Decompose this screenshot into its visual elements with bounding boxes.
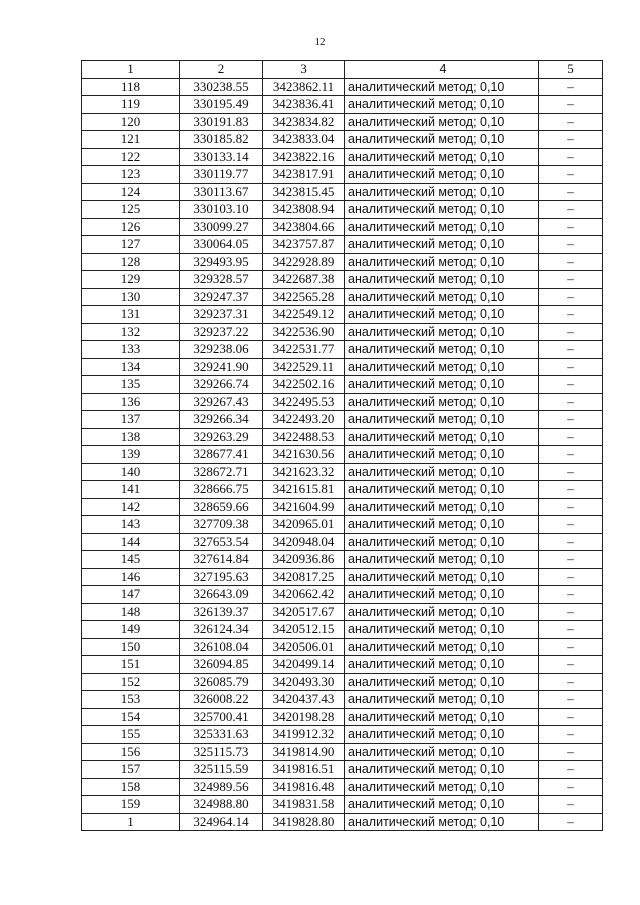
- point-number-cell: 130: [82, 288, 180, 306]
- point-number-cell: 144: [82, 533, 180, 551]
- point-number-cell: 155: [82, 726, 180, 744]
- note-cell: –: [539, 603, 603, 621]
- point-number-cell: 141: [82, 481, 180, 499]
- method-accuracy-cell: аналитический метод; 0,10: [345, 673, 539, 691]
- x-coordinate-cell: 326643.09: [180, 586, 263, 604]
- table-row: [82, 78, 603, 96]
- point-number-cell: 159: [82, 796, 180, 814]
- note-cell: –: [539, 358, 603, 376]
- point-number-cell: 136: [82, 393, 180, 411]
- point-number-cell: 118: [82, 78, 180, 96]
- x-coordinate-cell: 327195.63: [180, 568, 263, 586]
- note-cell: –: [539, 481, 603, 499]
- table-row: [82, 428, 603, 446]
- x-coordinate-cell: 330113.67: [180, 183, 263, 201]
- x-coordinate-cell: 330133.14: [180, 148, 263, 166]
- method-accuracy-cell: аналитический метод; 0,10: [345, 691, 539, 709]
- table-row: [82, 796, 603, 814]
- x-coordinate-cell: 326085.79: [180, 673, 263, 691]
- method-accuracy-cell: аналитический метод; 0,10: [345, 778, 539, 796]
- x-coordinate-cell: 329237.31: [180, 306, 263, 324]
- table-row: [82, 743, 603, 761]
- point-number-cell: 124: [82, 183, 180, 201]
- method-accuracy-cell: аналитический метод; 0,10: [345, 131, 539, 149]
- table-row: [82, 813, 603, 831]
- x-coordinate-cell: 324989.56: [180, 778, 263, 796]
- x-coordinate-cell: 327614.84: [180, 551, 263, 569]
- note-cell: –: [539, 288, 603, 306]
- y-coordinate-cell: 3422495.53: [263, 393, 345, 411]
- point-number-cell: 133: [82, 341, 180, 359]
- column-header-2: 2: [180, 61, 263, 79]
- y-coordinate-cell: 3423862.11: [263, 78, 345, 96]
- method-accuracy-cell: аналитический метод; 0,10: [345, 148, 539, 166]
- method-accuracy-cell: аналитический метод; 0,10: [345, 271, 539, 289]
- note-cell: –: [539, 691, 603, 709]
- table-row: [82, 288, 603, 306]
- table-row: [82, 341, 603, 359]
- note-cell: –: [539, 96, 603, 114]
- table-row: [82, 218, 603, 236]
- y-coordinate-cell: 3421630.56: [263, 446, 345, 464]
- x-coordinate-cell: 329263.29: [180, 428, 263, 446]
- page-number: 12: [314, 36, 326, 48]
- y-coordinate-cell: 3422536.90: [263, 323, 345, 341]
- x-coordinate-cell: 329241.90: [180, 358, 263, 376]
- method-accuracy-cell: аналитический метод; 0,10: [345, 463, 539, 481]
- y-coordinate-cell: 3420506.01: [263, 638, 345, 656]
- point-number-cell: 147: [82, 586, 180, 604]
- point-number-cell: 119: [82, 96, 180, 114]
- table-row: [82, 306, 603, 324]
- method-accuracy-cell: аналитический метод; 0,10: [345, 813, 539, 831]
- x-coordinate-cell: 330185.82: [180, 131, 263, 149]
- note-cell: –: [539, 148, 603, 166]
- x-coordinate-cell: 328666.75: [180, 481, 263, 499]
- point-number-cell: 131: [82, 306, 180, 324]
- table-row: [82, 236, 603, 254]
- y-coordinate-cell: 3420499.14: [263, 656, 345, 674]
- table-row: [82, 586, 603, 604]
- method-accuracy-cell: аналитический метод; 0,10: [345, 393, 539, 411]
- x-coordinate-cell: 329267.43: [180, 393, 263, 411]
- note-cell: –: [539, 428, 603, 446]
- column-header-1: 1: [82, 61, 180, 79]
- x-coordinate-cell: 326094.85: [180, 656, 263, 674]
- x-coordinate-cell: 328659.66: [180, 498, 263, 516]
- note-cell: –: [539, 446, 603, 464]
- table-row: [82, 411, 603, 429]
- x-coordinate-cell: 330064.05: [180, 236, 263, 254]
- note-cell: –: [539, 183, 603, 201]
- x-coordinate-cell: 330191.83: [180, 113, 263, 131]
- y-coordinate-cell: 3419816.48: [263, 778, 345, 796]
- point-number-cell: 126: [82, 218, 180, 236]
- table-row: [82, 516, 603, 534]
- y-coordinate-cell: 3423836.41: [263, 96, 345, 114]
- note-cell: –: [539, 253, 603, 271]
- table-body: [82, 78, 603, 831]
- note-cell: –: [539, 813, 603, 831]
- table-row: [82, 691, 603, 709]
- x-coordinate-cell: 329266.74: [180, 376, 263, 394]
- table-row: [82, 621, 603, 639]
- point-number-cell: 143: [82, 516, 180, 534]
- x-coordinate-cell: 326008.22: [180, 691, 263, 709]
- method-accuracy-cell: аналитический метод; 0,10: [345, 358, 539, 376]
- y-coordinate-cell: 3419912.32: [263, 726, 345, 744]
- point-number-cell: 123: [82, 166, 180, 184]
- x-coordinate-cell: 328677.41: [180, 446, 263, 464]
- x-coordinate-cell: 324964.14: [180, 813, 263, 831]
- table-row: [82, 358, 603, 376]
- y-coordinate-cell: 3423804.66: [263, 218, 345, 236]
- point-number-cell: 152: [82, 673, 180, 691]
- x-coordinate-cell: 330195.49: [180, 96, 263, 114]
- table-row: [82, 533, 603, 551]
- point-number-cell: 139: [82, 446, 180, 464]
- x-coordinate-cell: 327709.38: [180, 516, 263, 534]
- x-coordinate-cell: 330099.27: [180, 218, 263, 236]
- y-coordinate-cell: 3422502.16: [263, 376, 345, 394]
- x-coordinate-cell: 329266.34: [180, 411, 263, 429]
- method-accuracy-cell: аналитический метод; 0,10: [345, 603, 539, 621]
- note-cell: –: [539, 516, 603, 534]
- y-coordinate-cell: 3420948.04: [263, 533, 345, 551]
- y-coordinate-cell: 3423757.87: [263, 236, 345, 254]
- table-row: [82, 551, 603, 569]
- y-coordinate-cell: 3422529.11: [263, 358, 345, 376]
- table-row: [82, 183, 603, 201]
- table-row: [82, 656, 603, 674]
- column-header-5: 5: [539, 61, 603, 79]
- y-coordinate-cell: 3421604.99: [263, 498, 345, 516]
- table-row: [82, 446, 603, 464]
- method-accuracy-cell: аналитический метод; 0,10: [345, 586, 539, 604]
- point-number-cell: 122: [82, 148, 180, 166]
- point-number-cell: 128: [82, 253, 180, 271]
- point-number-cell: 157: [82, 761, 180, 779]
- note-cell: –: [539, 376, 603, 394]
- y-coordinate-cell: 3420517.67: [263, 603, 345, 621]
- x-coordinate-cell: 325115.73: [180, 743, 263, 761]
- y-coordinate-cell: 3420936.86: [263, 551, 345, 569]
- y-coordinate-cell: 3421623.32: [263, 463, 345, 481]
- x-coordinate-cell: 330103.10: [180, 201, 263, 219]
- note-cell: –: [539, 131, 603, 149]
- x-coordinate-cell: 326108.04: [180, 638, 263, 656]
- point-number-cell: 158: [82, 778, 180, 796]
- method-accuracy-cell: аналитический метод; 0,10: [345, 113, 539, 131]
- column-header-3: 3: [263, 61, 345, 79]
- x-coordinate-cell: 326139.37: [180, 603, 263, 621]
- y-coordinate-cell: 3422687.38: [263, 271, 345, 289]
- note-cell: –: [539, 708, 603, 726]
- point-number-cell: 134: [82, 358, 180, 376]
- y-coordinate-cell: 3422531.77: [263, 341, 345, 359]
- method-accuracy-cell: аналитический метод; 0,10: [345, 568, 539, 586]
- y-coordinate-cell: 3419814.90: [263, 743, 345, 761]
- y-coordinate-cell: 3420437.43: [263, 691, 345, 709]
- method-accuracy-cell: аналитический метод; 0,10: [345, 656, 539, 674]
- method-accuracy-cell: аналитический метод; 0,10: [345, 253, 539, 271]
- table-row: [82, 726, 603, 744]
- note-cell: –: [539, 778, 603, 796]
- note-cell: –: [539, 586, 603, 604]
- method-accuracy-cell: аналитический метод; 0,10: [345, 306, 539, 324]
- method-accuracy-cell: аналитический метод; 0,10: [345, 411, 539, 429]
- table-row: [82, 498, 603, 516]
- table-row: [82, 323, 603, 341]
- method-accuracy-cell: аналитический метод; 0,10: [345, 96, 539, 114]
- y-coordinate-cell: 3421615.81: [263, 481, 345, 499]
- x-coordinate-cell: 325331.63: [180, 726, 263, 744]
- y-coordinate-cell: 3420512.15: [263, 621, 345, 639]
- method-accuracy-cell: аналитический метод; 0,10: [345, 446, 539, 464]
- method-accuracy-cell: аналитический метод; 0,10: [345, 726, 539, 744]
- x-coordinate-cell: 329493.95: [180, 253, 263, 271]
- table-row: [82, 148, 603, 166]
- method-accuracy-cell: аналитический метод; 0,10: [345, 516, 539, 534]
- y-coordinate-cell: 3423817.91: [263, 166, 345, 184]
- point-number-cell: 140: [82, 463, 180, 481]
- note-cell: –: [539, 621, 603, 639]
- note-cell: –: [539, 411, 603, 429]
- y-coordinate-cell: 3422928.89: [263, 253, 345, 271]
- point-number-cell: 132: [82, 323, 180, 341]
- method-accuracy-cell: аналитический метод; 0,10: [345, 288, 539, 306]
- y-coordinate-cell: 3423815.45: [263, 183, 345, 201]
- note-cell: –: [539, 551, 603, 569]
- y-coordinate-cell: 3422493.20: [263, 411, 345, 429]
- table-row: [82, 481, 603, 499]
- y-coordinate-cell: 3419828.80: [263, 813, 345, 831]
- table-row: [82, 166, 603, 184]
- table-row: [82, 673, 603, 691]
- point-number-cell: 137: [82, 411, 180, 429]
- coordinates-table: [81, 60, 603, 831]
- method-accuracy-cell: аналитический метод; 0,10: [345, 218, 539, 236]
- method-accuracy-cell: аналитический метод; 0,10: [345, 621, 539, 639]
- note-cell: –: [539, 113, 603, 131]
- method-accuracy-cell: аналитический метод; 0,10: [345, 761, 539, 779]
- y-coordinate-cell: 3422549.12: [263, 306, 345, 324]
- point-number-cell: 150: [82, 638, 180, 656]
- note-cell: –: [539, 761, 603, 779]
- point-number-cell: 121: [82, 131, 180, 149]
- table-row: [82, 393, 603, 411]
- x-coordinate-cell: 324988.80: [180, 796, 263, 814]
- point-number-cell: 156: [82, 743, 180, 761]
- method-accuracy-cell: аналитический метод; 0,10: [345, 638, 539, 656]
- y-coordinate-cell: 3420198.28: [263, 708, 345, 726]
- point-number-cell: 154: [82, 708, 180, 726]
- method-accuracy-cell: аналитический метод; 0,10: [345, 183, 539, 201]
- y-coordinate-cell: 3423822.16: [263, 148, 345, 166]
- table-row: [82, 253, 603, 271]
- point-number-cell: 138: [82, 428, 180, 446]
- table-row: [82, 638, 603, 656]
- note-cell: –: [539, 218, 603, 236]
- x-coordinate-cell: 328672.71: [180, 463, 263, 481]
- y-coordinate-cell: 3423808.94: [263, 201, 345, 219]
- note-cell: –: [539, 341, 603, 359]
- table-row: [82, 271, 603, 289]
- y-coordinate-cell: 3423833.04: [263, 131, 345, 149]
- method-accuracy-cell: аналитический метод; 0,10: [345, 708, 539, 726]
- x-coordinate-cell: 327653.54: [180, 533, 263, 551]
- point-number-cell: 146: [82, 568, 180, 586]
- table-row: [82, 761, 603, 779]
- point-number-cell: 125: [82, 201, 180, 219]
- method-accuracy-cell: аналитический метод; 0,10: [345, 551, 539, 569]
- point-number-cell: 149: [82, 621, 180, 639]
- method-accuracy-cell: аналитический метод; 0,10: [345, 481, 539, 499]
- table-row: [82, 113, 603, 131]
- point-number-cell: 129: [82, 271, 180, 289]
- x-coordinate-cell: 330238.55: [180, 78, 263, 96]
- point-number-cell: 145: [82, 551, 180, 569]
- note-cell: –: [539, 323, 603, 341]
- note-cell: –: [539, 673, 603, 691]
- y-coordinate-cell: 3422565.28: [263, 288, 345, 306]
- note-cell: –: [539, 796, 603, 814]
- y-coordinate-cell: 3419831.58: [263, 796, 345, 814]
- note-cell: –: [539, 306, 603, 324]
- method-accuracy-cell: аналитический метод; 0,10: [345, 236, 539, 254]
- note-cell: –: [539, 498, 603, 516]
- x-coordinate-cell: 326124.34: [180, 621, 263, 639]
- x-coordinate-cell: 329328.57: [180, 271, 263, 289]
- table-row: [82, 96, 603, 114]
- method-accuracy-cell: аналитический метод; 0,10: [345, 533, 539, 551]
- note-cell: –: [539, 656, 603, 674]
- table-row: [82, 708, 603, 726]
- x-coordinate-cell: 330119.77: [180, 166, 263, 184]
- table-row: [82, 568, 603, 586]
- method-accuracy-cell: аналитический метод; 0,10: [345, 78, 539, 96]
- note-cell: –: [539, 743, 603, 761]
- y-coordinate-cell: 3420493.30: [263, 673, 345, 691]
- note-cell: –: [539, 271, 603, 289]
- column-header-4: 4: [345, 61, 539, 79]
- method-accuracy-cell: аналитический метод; 0,10: [345, 323, 539, 341]
- note-cell: –: [539, 78, 603, 96]
- point-number-cell: 151: [82, 656, 180, 674]
- table-row: [82, 131, 603, 149]
- table-row: [82, 201, 603, 219]
- point-number-cell: 142: [82, 498, 180, 516]
- point-number-cell: 148: [82, 603, 180, 621]
- y-coordinate-cell: 3419816.51: [263, 761, 345, 779]
- table-header-row: [82, 61, 603, 79]
- x-coordinate-cell: 325700.41: [180, 708, 263, 726]
- note-cell: –: [539, 568, 603, 586]
- method-accuracy-cell: аналитический метод; 0,10: [345, 201, 539, 219]
- method-accuracy-cell: аналитический метод; 0,10: [345, 376, 539, 394]
- table-row: [82, 603, 603, 621]
- note-cell: –: [539, 201, 603, 219]
- note-cell: –: [539, 166, 603, 184]
- y-coordinate-cell: 3423834.82: [263, 113, 345, 131]
- method-accuracy-cell: аналитический метод; 0,10: [345, 498, 539, 516]
- x-coordinate-cell: 329237.22: [180, 323, 263, 341]
- table-row: [82, 376, 603, 394]
- x-coordinate-cell: 329247.37: [180, 288, 263, 306]
- note-cell: –: [539, 463, 603, 481]
- point-number-cell: 120: [82, 113, 180, 131]
- point-number-cell: 127: [82, 236, 180, 254]
- note-cell: –: [539, 638, 603, 656]
- method-accuracy-cell: аналитический метод; 0,10: [345, 743, 539, 761]
- y-coordinate-cell: 3420817.25: [263, 568, 345, 586]
- note-cell: –: [539, 533, 603, 551]
- note-cell: –: [539, 236, 603, 254]
- y-coordinate-cell: 3420965.01: [263, 516, 345, 534]
- point-number-cell: 135: [82, 376, 180, 394]
- note-cell: –: [539, 726, 603, 744]
- table-row: [82, 463, 603, 481]
- x-coordinate-cell: 325115.59: [180, 761, 263, 779]
- x-coordinate-cell: 329238.06: [180, 341, 263, 359]
- method-accuracy-cell: аналитический метод; 0,10: [345, 428, 539, 446]
- y-coordinate-cell: 3422488.53: [263, 428, 345, 446]
- method-accuracy-cell: аналитический метод; 0,10: [345, 341, 539, 359]
- point-number-cell: 153: [82, 691, 180, 709]
- method-accuracy-cell: аналитический метод; 0,10: [345, 796, 539, 814]
- point-number-cell: 1: [82, 813, 180, 831]
- note-cell: –: [539, 393, 603, 411]
- method-accuracy-cell: аналитический метод; 0,10: [345, 166, 539, 184]
- table-row: [82, 778, 603, 796]
- y-coordinate-cell: 3420662.42: [263, 586, 345, 604]
